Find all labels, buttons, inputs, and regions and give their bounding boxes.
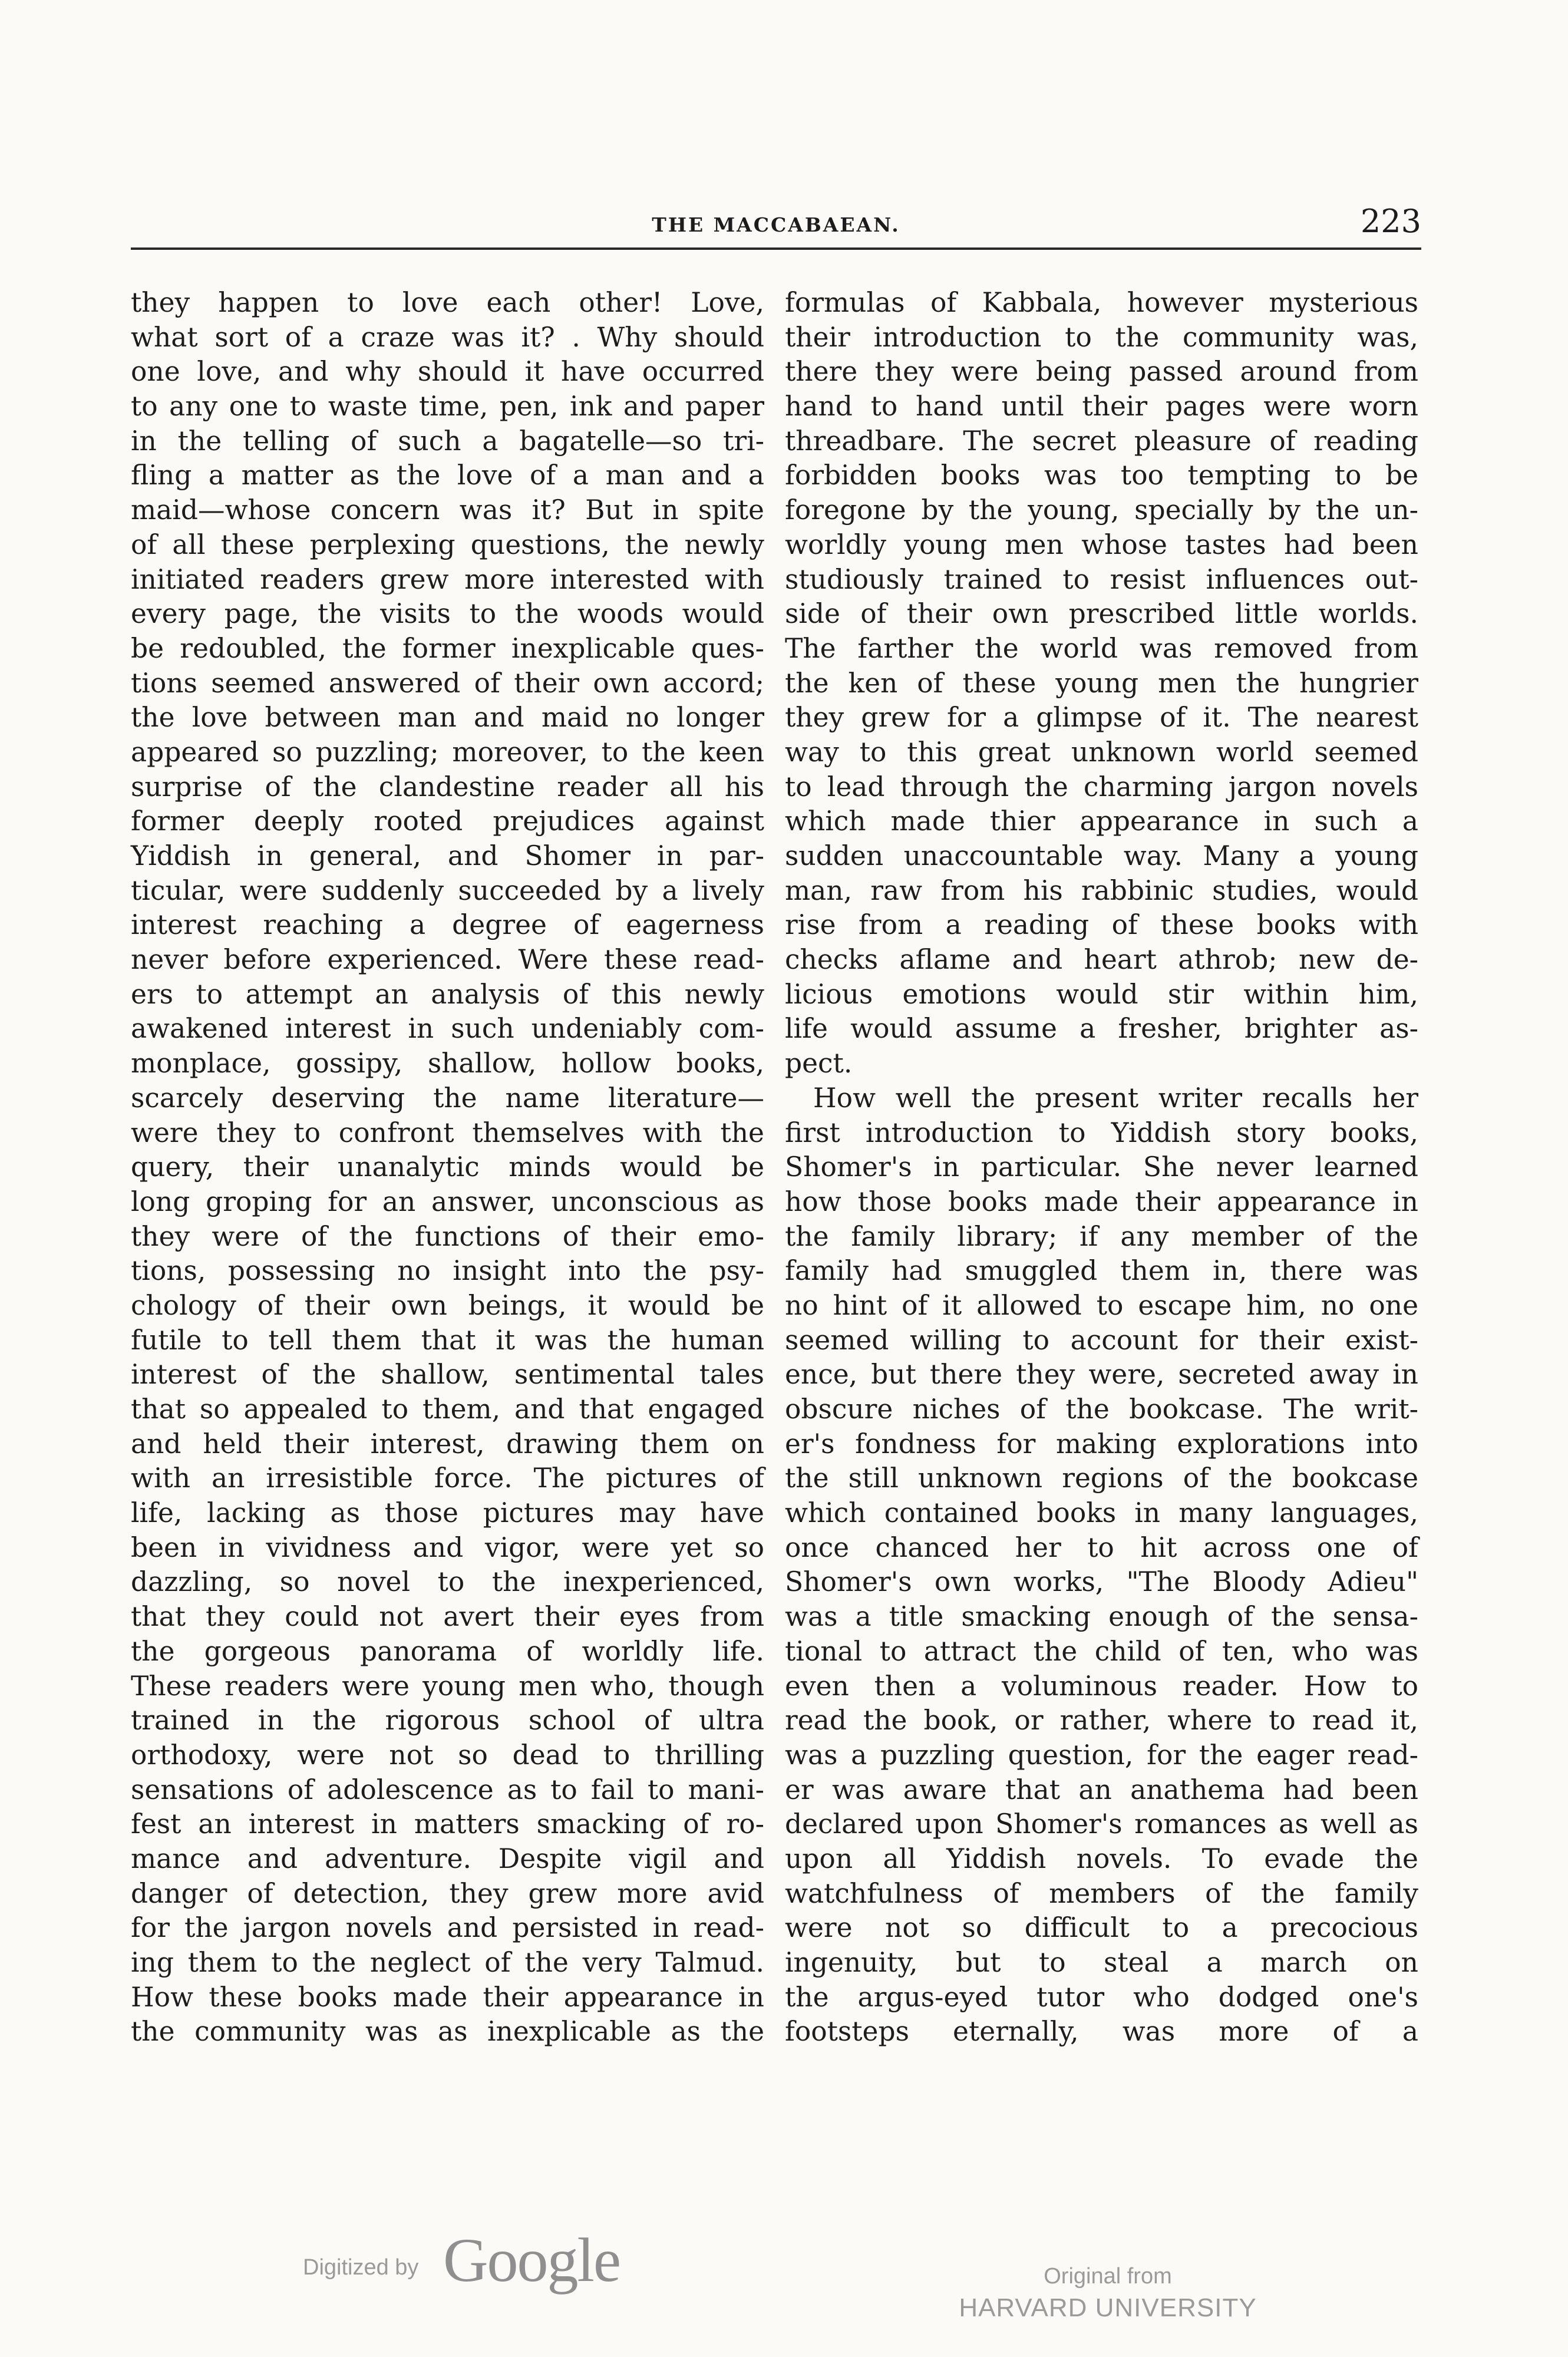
text-line: even then a voluminous reader. How to — [785, 1670, 1418, 1702]
text-line: threadbare. The secret pleasure of reading — [785, 425, 1418, 457]
text-line: never before experienced. Were these read- — [131, 944, 764, 976]
text-line: watchfulness of members of the family — [785, 1877, 1418, 1909]
text-line: pect. — [785, 1048, 853, 1080]
google-logo: Google — [443, 2226, 620, 2295]
text-line: The farther the world was removed from — [785, 632, 1418, 664]
text-line: footsteps eternally, was more of a — [785, 2016, 1418, 2048]
text-line: were not so difficult to a precocious — [785, 1912, 1418, 1944]
text-line: they were of the functions of their emo- — [131, 1220, 764, 1252]
text-line: interest of the shallow, sentimental tales — [131, 1359, 764, 1391]
text-line: er was aware that an anathema had been — [785, 1774, 1418, 1805]
running-head: THE MACCABAEAN. — [652, 213, 900, 236]
text-line: man, raw from his rabbinic studies, would — [785, 874, 1418, 906]
text-line: seemed willing to account for their exist- — [785, 1324, 1418, 1356]
text-line: there they were being passed around from — [785, 356, 1418, 388]
text-line: initiated readers grew more interested with — [131, 563, 764, 595]
text-line: er's fondness for making explorations into — [785, 1428, 1418, 1460]
text-line: and held their interest, drawing them on — [131, 1428, 764, 1460]
text-line: once chanced her to hit across one of — [785, 1531, 1418, 1563]
text-line: How these books made their appearance in — [131, 1981, 764, 2013]
text-line: no hint of it allowed to escape him, no one — [785, 1289, 1418, 1321]
text-line: trained in the rigorous school of ultra — [131, 1705, 764, 1737]
source-watermark — [955, 2262, 1261, 2325]
text-line: appeared so puzzling; moreover, to the keen — [131, 736, 764, 768]
text-line: interest reaching a degree of eagerness — [131, 909, 764, 941]
text-line: their introduction to the community was, — [785, 321, 1418, 353]
text-line: studiously trained to resist influences out- — [785, 563, 1418, 595]
text-line: forbidden books was too tempting to be — [785, 460, 1418, 491]
text-line: they happen to love each other! Love, — [131, 287, 764, 318]
text-line: one love, and why should it have occurred — [131, 356, 764, 388]
text-line: they grew for a glimpse of it. The nearest — [785, 702, 1418, 734]
text-line: life would assume a fresher, brighter as- — [785, 1013, 1418, 1045]
text-line: Shomer's own works, "The Bloody Adieu" — [785, 1566, 1418, 1598]
text-line: ence, but there they were, secreted away in — [785, 1359, 1418, 1391]
text-line: awakened interest in such undeniably com- — [131, 1013, 764, 1045]
text-line: formulas of Kabbala, however mysterious — [785, 287, 1418, 318]
text-line: chology of their own beings, it would be — [131, 1289, 764, 1321]
text-line: checks aflame and heart athrob; new de- — [785, 944, 1418, 976]
text-line: worldly young men whose tastes had been — [785, 529, 1418, 560]
text-line: for the jargon novels and persisted in read- — [131, 1912, 764, 1944]
text-line: tions, possessing no insight into the psy- — [131, 1255, 764, 1287]
text-line: with an irresistible force. The pictures of — [131, 1463, 764, 1494]
text-line: the gorgeous panorama of worldly life. — [131, 1635, 764, 1667]
text-line: former deeply rooted prejudices against — [131, 806, 764, 837]
text-line: was a title smacking enough of the sensa- — [785, 1601, 1418, 1633]
text-line: of all these perplexing questions, the newly — [131, 529, 764, 560]
text-line: Shomer's in particular. She never learned — [785, 1151, 1418, 1183]
text-line: futile to tell them that it was the human — [131, 1324, 764, 1356]
text-line: first introduction to Yiddish story books, — [785, 1117, 1418, 1148]
text-line: long groping for an answer, unconscious as — [131, 1186, 764, 1217]
text-line: how those books made their appearance in — [785, 1186, 1418, 1217]
text-line: the argus-eyed tutor who dodged one's — [785, 1981, 1418, 2013]
text-line: be redoubled, the former inexplicable ques- — [131, 632, 764, 664]
text-line: were they to confront themselves with the — [131, 1117, 764, 1148]
text-line: the love between man and maid no longer — [131, 702, 764, 734]
text-line: ingenuity, but to steal a march on — [785, 1947, 1418, 1978]
text-line: obscure niches of the bookcase. The writ- — [785, 1394, 1418, 1425]
text-line: Yiddish in general, and Shomer in par- — [131, 840, 764, 872]
text-line: foregone by the young, specially by the un- — [785, 494, 1418, 526]
text-line: sudden unaccountable way. Many a young — [785, 840, 1418, 872]
text-line: that so appealed to them, and that engaged — [131, 1394, 764, 1425]
text-line: way to this great unknown world seemed — [785, 736, 1418, 768]
text-line: the family library; if any member of the — [785, 1220, 1418, 1252]
text-line: the still unknown regions of the bookcase — [785, 1463, 1418, 1494]
text-line: to any one to waste time, pen, ink and paper — [131, 391, 764, 422]
text-line: orthodoxy, were not so dead to thrilling — [131, 1739, 764, 1771]
institution-label: HARVARD UNIVERSITY — [959, 2293, 1257, 2322]
text-line: surprise of the clandestine reader all his — [131, 771, 764, 803]
text-line: dazzling, so novel to the inexperienced, — [131, 1566, 764, 1598]
text-line: tional to attract the child of ten, who was — [785, 1635, 1418, 1667]
text-column-right — [785, 286, 1418, 2049]
text-line: maid—whose concern was it? But in spite — [131, 494, 764, 526]
page-number: 223 — [1360, 203, 1421, 240]
text-line: query, their unanalytic minds would be — [131, 1151, 764, 1183]
text-line: family had smuggled them in, there was — [785, 1255, 1418, 1287]
text-line: was a puzzling question, for the eager read- — [785, 1739, 1418, 1771]
text-line: rise from a reading of these books with — [785, 909, 1418, 941]
text-line: fling a matter as the love of a man and a — [131, 460, 764, 491]
text-line: been in vividness and vigor, were yet so — [131, 1531, 764, 1563]
text-line: mance and adventure. Despite vigil and — [131, 1843, 764, 1874]
text-line: life, lacking as those pictures may have — [131, 1497, 764, 1529]
text-line: licious emotions would stir within him, — [785, 978, 1418, 1010]
text-line: sensations of adolescence as to fail to mani- — [131, 1774, 764, 1805]
text-line: ing them to the neglect of the very Talmud. — [131, 1947, 764, 1978]
text-line: These readers were young men who, though — [131, 1670, 764, 1702]
text-line: what sort of a craze was it? . Why should — [131, 321, 764, 353]
text-line: which made thier appearance in such a — [785, 806, 1418, 837]
text-line: monplace, gossipy, shallow, hollow books, — [131, 1048, 764, 1080]
text-line: the community was as inexplicable as the — [131, 2016, 764, 2048]
text-line: which contained books in many languages, — [785, 1497, 1418, 1529]
text-line: upon all Yiddish novels. To evade the — [785, 1843, 1418, 1874]
text-line: danger of detection, they grew more avid — [131, 1877, 764, 1909]
text-line: tions seemed answered of their own accord; — [131, 667, 764, 699]
text-line: declared upon Shomer's romances as well as — [785, 1808, 1418, 1840]
text-line: read the book, or rather, where to read it, — [785, 1705, 1418, 1737]
text-line: scarcely deserving the name literature— — [131, 1082, 764, 1114]
text-line: every page, the visits to the woods would — [131, 598, 764, 630]
text-line: hand to hand until their pages were worn — [785, 391, 1418, 422]
page-header — [131, 200, 1421, 250]
original-from-label: Original from — [1044, 2264, 1172, 2289]
text-column-left — [131, 286, 764, 2049]
text-line: the ken of these young men the hungrier — [785, 667, 1418, 699]
text-line: in the telling of such a bagatelle—so tri- — [131, 425, 764, 457]
text-line: to lead through the charming jargon novels — [785, 771, 1418, 803]
text-line: ers to attempt an analysis of this newly — [131, 978, 764, 1010]
text-line: How well the present writer recalls her — [813, 1082, 1418, 1114]
text-line: fest an interest in matters smacking of ro- — [131, 1808, 764, 1840]
text-line: ticular, were suddenly succeeded by a lively — [131, 874, 764, 906]
text-line: side of their own prescribed little worlds. — [785, 598, 1418, 630]
text-line: that they could not avert their eyes from — [131, 1601, 764, 1633]
digitized-by-label: Digitized by — [303, 2255, 419, 2280]
